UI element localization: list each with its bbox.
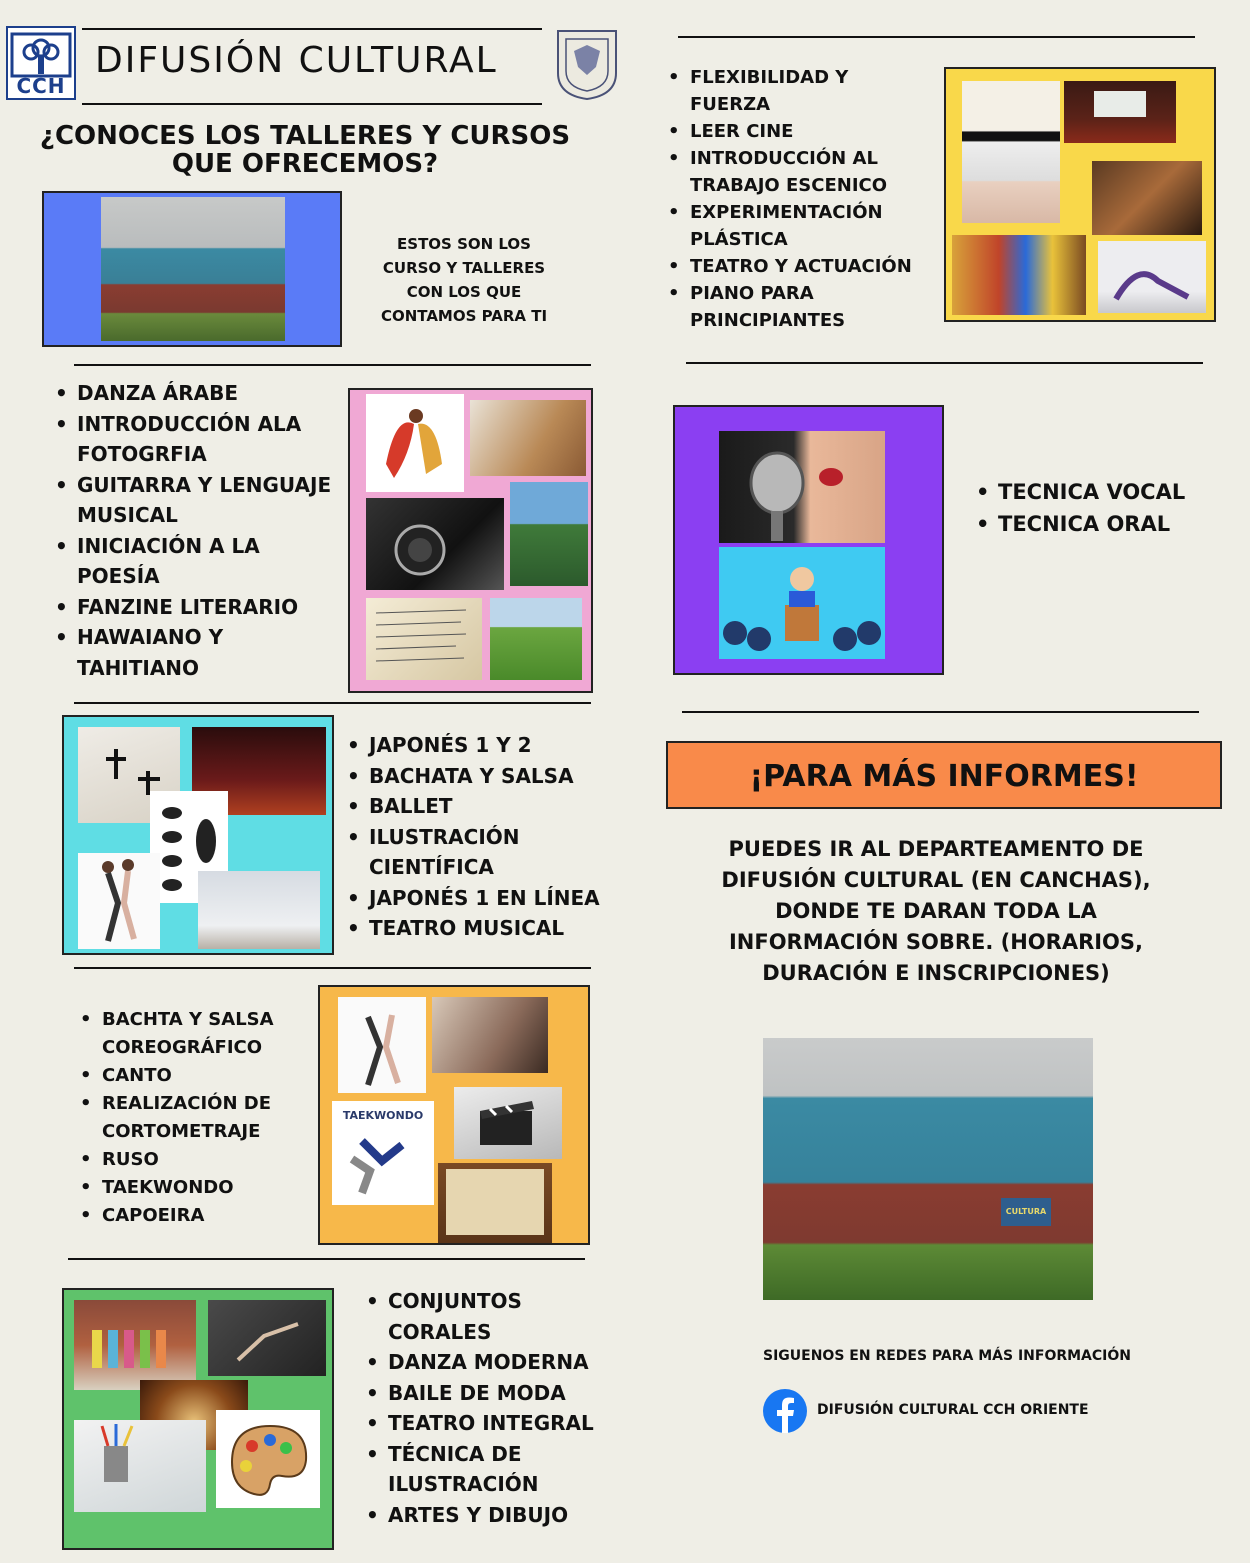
course-item: • INICIACIÓN A LA POESÍA (55, 531, 345, 592)
header-rule-top (82, 28, 542, 30)
course-item: • TECNICA ORAL (976, 508, 1216, 540)
salsa-choreo-photo (338, 997, 426, 1093)
course-item: • DANZA ÁRABE (55, 378, 345, 409)
header-rule-bottom (82, 103, 542, 105)
divider-4 (68, 1258, 585, 1260)
course-list-5 (668, 64, 928, 334)
course-item: • CONJUNTOS CORALES (366, 1286, 606, 1347)
facebook-link[interactable] (763, 1389, 1123, 1433)
course-list-6 (976, 476, 1216, 540)
cch-logo-text: CCH (16, 74, 66, 98)
follow-text: SIGUENOS EN REDES PARA MÁS INFORMACIÓN (763, 1348, 1131, 1364)
hawaiian-dancers-photo (510, 482, 588, 586)
course-item: • TEATRO Y ACTUACIÓN (668, 253, 928, 280)
poetry-book-photo (366, 598, 482, 680)
intro-photo-panel (42, 191, 342, 347)
course-item: • FANZINE LITERARIO (55, 592, 345, 623)
course-item: • INTRODUCCIÓN ALA FOTOGRFIA (55, 409, 345, 470)
cch-logo (6, 26, 76, 100)
course-item: • BACHTA Y SALSA COREOGRÁFICO (80, 1006, 320, 1062)
course-item: • FLEXIBILIDAD Y FUERZA (668, 64, 928, 118)
divider-3 (74, 967, 591, 969)
vocal-microphone-photo (719, 431, 885, 543)
course-item: • JAPONÉS 1 Y 2 (347, 730, 607, 761)
choir-statues-photo (74, 1300, 196, 1390)
building-photo-large (763, 1038, 1093, 1300)
piano-photo (962, 81, 1060, 223)
taekwondo-photo (332, 1101, 434, 1205)
course-item: • INTRODUCCIÓN AL TRABAJO ESCENICO (668, 145, 928, 199)
courses-question: ¿CONOCES LOS TALLERES Y CURSOS QUE OFRECEMOS? (39, 121, 571, 179)
course-item: • TÉCNICA DE ILUSTRACIÓN (366, 1439, 606, 1500)
course-item: • RUSO (80, 1146, 320, 1174)
course-item: • TEATRO MUSICAL (347, 913, 607, 944)
facebook-icon (763, 1389, 807, 1433)
divider-1 (74, 364, 591, 366)
palette-icon-photo (216, 1410, 320, 1508)
cultura-sign-text: CULTURA (1005, 1207, 1047, 1216)
course-list-1 (55, 378, 345, 683)
divider-right-2 (686, 362, 1203, 364)
singing-microphone-photo (432, 997, 548, 1073)
divider-right-3 (682, 711, 1199, 713)
collage-pink-panel (348, 388, 593, 693)
divider-2 (74, 702, 591, 704)
taekwondo-photo-label: TAEKWONDO (342, 1109, 424, 1122)
info-text: PUEDES IR AL DEPARTEAMENTO DE DIFUSIÓN CULTURAL (EN CANCHAS), DONDE TE DARAN TODA LA INFORMACIÓN SOBRE. (HORARIOS, DURACIÓN E INSCRIPCIONES) (721, 837, 1151, 985)
intro-text: ESTOS SON LOS CURSO Y TALLERES CON LOS QUE CONTAMOS PARA TI (380, 235, 548, 325)
arab-dance-photo (366, 394, 464, 492)
more-info-banner-text: ¡PARA MÁS INFORMES! (749, 759, 1139, 794)
course-item: • TEATRO INTEGRAL (366, 1408, 606, 1439)
course-item: • BALLET (347, 791, 607, 822)
course-item: • ILUSTRACIÓN CIENTÍFICA (347, 822, 607, 883)
course-item: • PIANO PARA PRINCIPIANTES (668, 280, 928, 334)
building-photo-small (101, 197, 285, 341)
divider-right-top (678, 36, 1195, 38)
collage-orange-panel (318, 985, 590, 1245)
collage-yellow-panel (944, 67, 1216, 322)
course-item: • BAILE DE MODA (366, 1378, 606, 1409)
camera-photo (366, 498, 504, 590)
salsa-dancers-photo (78, 853, 160, 949)
art-supplies-photo (74, 1420, 206, 1512)
more-info-banner (666, 741, 1222, 809)
guitar-photo (470, 400, 586, 476)
course-list-4 (366, 1286, 606, 1530)
collage-purple-panel (673, 405, 944, 675)
course-item: • GUITARRA Y LENGUAJE MUSICAL (55, 470, 345, 531)
film-clapper-photo (454, 1087, 562, 1159)
course-item: • TECNICA VOCAL (976, 476, 1216, 508)
paint-jars-photo (952, 235, 1086, 315)
tahitian-dance-photo (490, 598, 582, 680)
course-item: • CAPOEIRA (80, 1202, 320, 1230)
course-item: • TAEKWONDO (80, 1174, 320, 1202)
facebook-page-name[interactable]: DIFUSIÓN CULTURAL CCH ORIENTE (817, 1402, 1089, 1418)
stage-performance-photo (1092, 161, 1202, 235)
collage-cyan-panel (62, 715, 334, 955)
flexibility-photo (1098, 241, 1206, 313)
course-list-2 (347, 730, 607, 944)
oral-speaker-photo (719, 547, 885, 659)
modern-dance-photo (208, 1300, 326, 1376)
course-item: • HAWAIANO Y TAHITIANO (55, 622, 345, 683)
course-item: • DANZA MODERNA (366, 1347, 606, 1378)
course-item: • BACHATA Y SALSA (347, 761, 607, 792)
course-item: • EXPERIMENTACIÓN PLÁSTICA (668, 199, 928, 253)
unam-seal (552, 25, 622, 101)
cinema-photo (1064, 81, 1176, 143)
page-title: DIFUSIÓN CULTURAL (95, 40, 498, 81)
tree-icon (8, 30, 74, 80)
course-item: • JAPONÉS 1 EN LÍNEA (347, 883, 607, 914)
collage-green-panel (62, 1288, 334, 1550)
course-item: • LEER CINE (668, 118, 928, 145)
course-item: • CANTO (80, 1062, 320, 1090)
course-list-3 (80, 1006, 320, 1230)
ballet-photo (198, 871, 320, 949)
cultura-sign (1001, 1198, 1051, 1226)
course-item: • ARTES Y DIBUJO (366, 1500, 606, 1531)
old-book-photo (438, 1163, 552, 1243)
course-item: • REALIZACIÓN DE CORTOMETRAJE (80, 1090, 320, 1146)
